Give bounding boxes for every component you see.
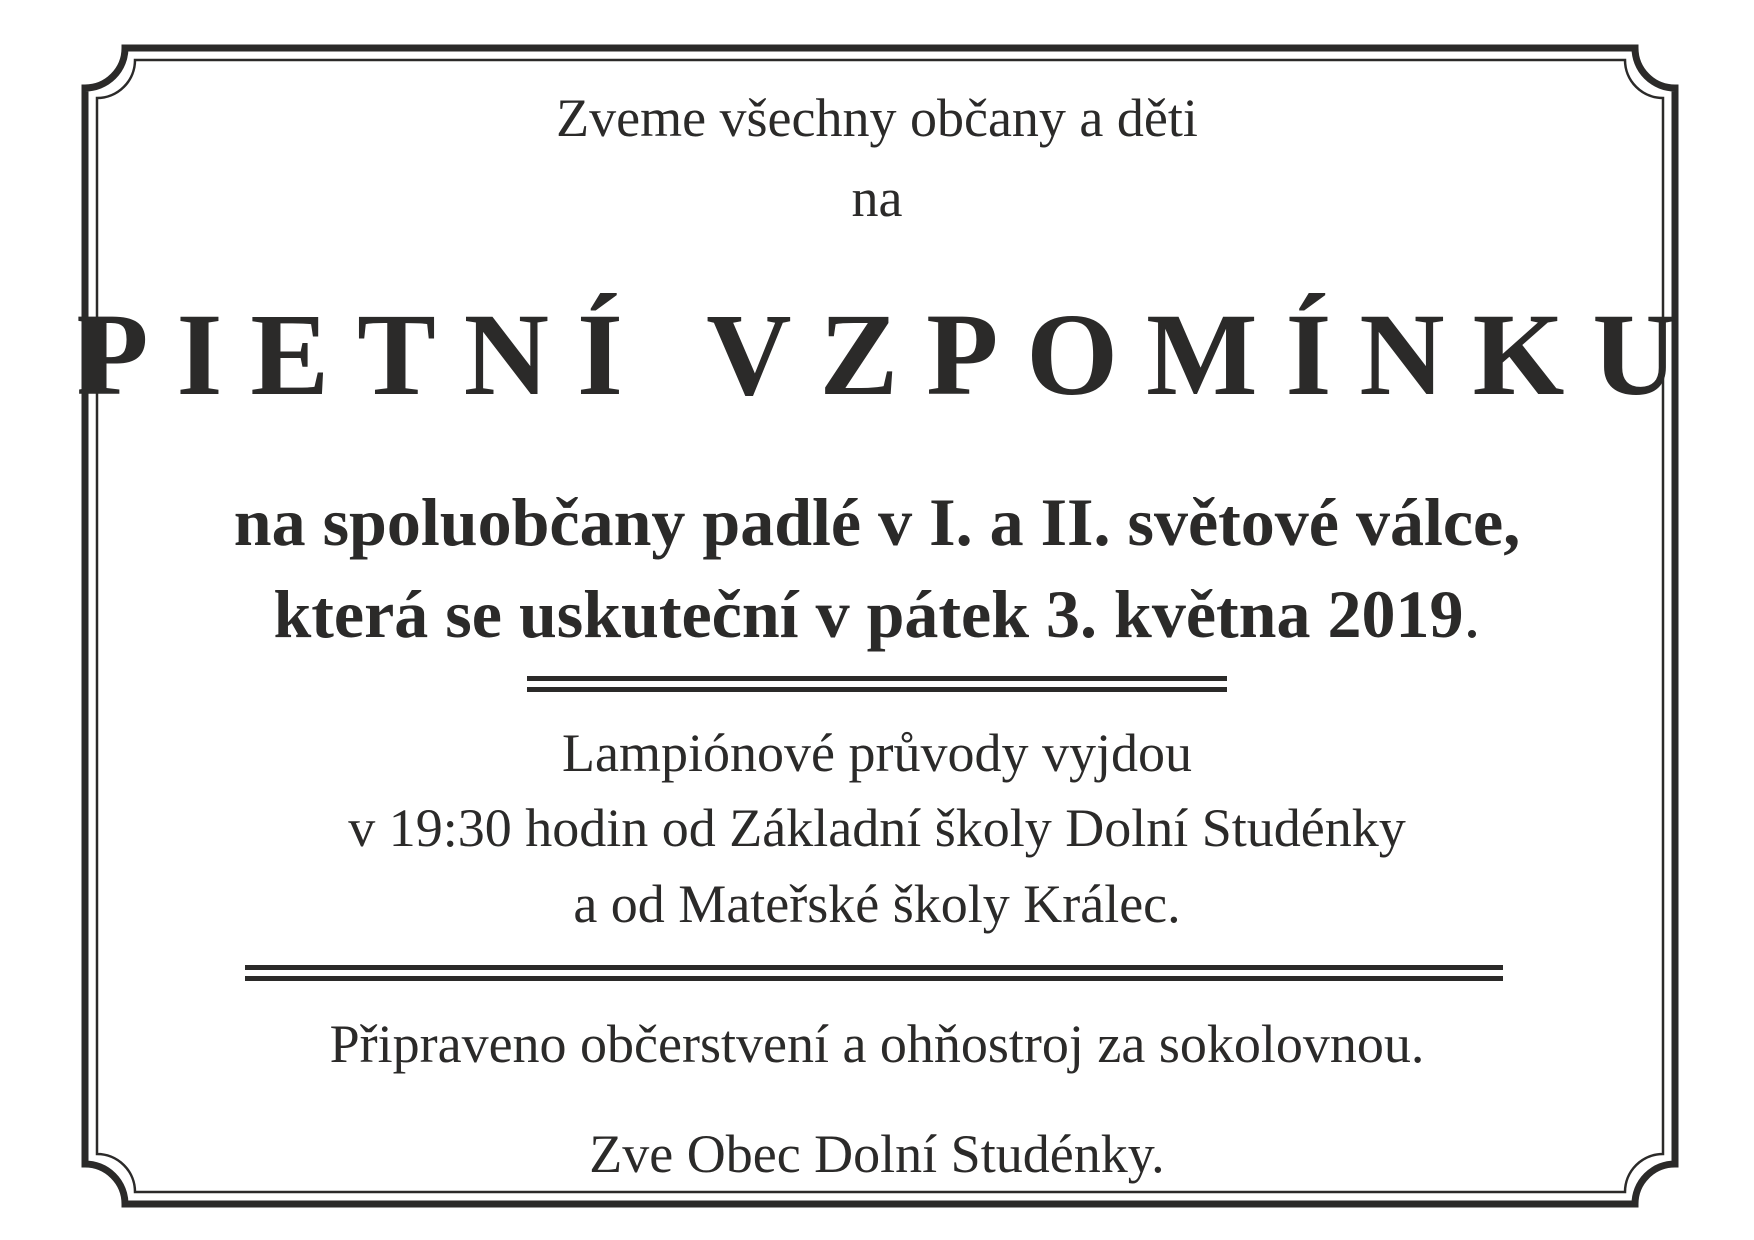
event-subtitle-line-1: na spoluobčany padlé v I. a II. světové válce, bbox=[233, 484, 1521, 560]
procession-line-3: a od Mateřské školy Králec. bbox=[573, 874, 1181, 934]
procession-line-2: v 19:30 hodin od Základní školy Dolní Studénky bbox=[348, 798, 1406, 858]
intro-line-1: Zveme všechny občany a děti bbox=[556, 88, 1198, 148]
event-title: PIETNÍ VZPOMÍNKU bbox=[76, 289, 1706, 420]
event-subtitle-line-2 bbox=[0, 574, 1754, 654]
event-date-period: . bbox=[1463, 576, 1481, 652]
double-rule-divider-2 bbox=[245, 965, 1503, 981]
organizer-signature: Zve Obec Dolní Studénky. bbox=[589, 1124, 1165, 1184]
double-rule-divider-1 bbox=[527, 676, 1227, 692]
intro-line-2: na bbox=[851, 168, 903, 228]
refreshments-note: Připraveno občerstvení a ohňostroj za sokolovnou. bbox=[329, 1014, 1425, 1074]
procession-line-1: Lampiónové průvody vyjdou bbox=[562, 723, 1192, 783]
event-date-text: která se uskuteční v pátek 3. května 2019 bbox=[273, 576, 1464, 652]
